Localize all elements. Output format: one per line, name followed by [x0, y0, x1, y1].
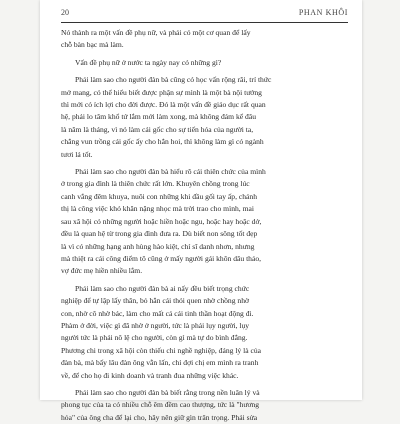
paragraph — [61, 74, 348, 161]
paragraph — [61, 57, 348, 69]
paragraph — [61, 166, 348, 278]
text-line: hỏa" của ông cha để lại cho, hãy nên giữ gìn trân trọng. Phải sửa — [61, 412, 258, 422]
text-line: nghiệp để tự lập lấy thân, bỏ hẳn cái thói quen nhờ chồng nhờ — [61, 296, 250, 306]
text-line: là năm là tháng, vì nó làm cái gốc cho sự tiến hóa của người ta, — [61, 124, 254, 134]
book-page — [40, 0, 362, 422]
paragraph — [61, 27, 348, 52]
text-line: mở mang, có thể hiểu biết được phận sự mình là một bà nội tướng — [61, 87, 262, 97]
paragraph — [61, 283, 348, 382]
text-line: Phải làm sao cho người đàn bà hiểu rõ cái thiên chức của mình — [75, 167, 266, 177]
page-number: 20 — [61, 8, 69, 17]
chapter-title: PHAN KHÔI — [298, 8, 348, 17]
text-line: về, để cho họ đi kinh doanh và tranh đua những việc khác. — [61, 370, 239, 380]
text-line: hệ, phải lo tâm khổ tứ lắm mới làm xong, mà không đám kể đâu — [61, 112, 256, 122]
text-line: đàn bà, mà bấy lâu đàn ông vẫn lấn, chỉ đợi chị em mình ra tranh — [61, 358, 259, 368]
text-line: chẳng vun trồng cái gốc ấy cho hẳn hoi, thì không làm gì có ngành — [61, 137, 264, 147]
text-line: Phương chi trong xã hội còn thiếu chi nghề nghiệp, đáng lý là của — [61, 345, 262, 355]
paragraph — [61, 387, 348, 424]
text-line: con, nhờ cô nhờ bác, làm cho mất cả cái tinh thần hoạt động đi. — [61, 308, 254, 318]
text-line: Nó thành ra một vấn đề phụ nữ, và phải có một cơ quan để lấy — [61, 28, 251, 37]
running-head — [61, 8, 348, 22]
body-text — [61, 27, 348, 424]
text-line: là vì có những hạng anh hùng hào kiệt, chí sĩ danh nhơn, nhưng — [61, 241, 255, 251]
text-line: tươi lá tốt. — [61, 149, 93, 159]
text-line: Vấn đề phụ nữ ở nước ta ngày nay có những gì? — [75, 57, 222, 67]
text-line: mà thiệt ra cái công điểm tô cũng ở mấy người gái khôn dâu thảo, — [61, 253, 262, 263]
text-line: Phải làm sao cho người đàn bà biết rằng trong nền luân lý và — [75, 387, 260, 397]
text-line: vợ đức mẹ hiền nhiều lắm. — [61, 266, 143, 276]
text-line: chỗ bàn bạc mà làm. — [61, 40, 124, 50]
header-rule — [61, 22, 348, 23]
text-line: Phàm ở đời, việc gì đã nhờ ở người, tức là phải lụy người, lụy — [61, 320, 250, 330]
text-line: canh vắng đêm khuya, nuôi con những khi đầu gối tay ấp, chánh — [61, 191, 258, 201]
text-line: ở trong gia đình là thiên chức rất lớn. Khuyên chồng trong lúc — [61, 179, 250, 189]
text-line: sau xã hội có những người hoặc hiền hoặc ngu, hoặc hay hoặc dở, — [61, 216, 262, 226]
text-line: phong tục của ta có nhiều chỗ êm đềm cao thượng, tức là "hương — [61, 400, 260, 410]
text-line: Phải làm sao cho người đàn bà cũng có học vấn rộng rãi, trí thức — [75, 75, 272, 85]
text-line: thì mới có ích lợi cho đời được. Đó là một vấn đề giáo dục rất quan — [61, 100, 266, 110]
text-line: đều là quan hệ từ trong gia đình đưa ra. Dù biết non sông tốt đẹp — [61, 229, 258, 239]
text-line: thị là công việc khó khăn nặng nhọc mà trời trao cho mình, mai — [61, 204, 254, 214]
text-line: người tức là phải nô lệ cho người, còn gì mà tự do bình đẳng. — [61, 333, 248, 343]
text-line: Phải làm sao cho người đàn bà ai nấy đều biết trọng chức — [75, 283, 250, 293]
